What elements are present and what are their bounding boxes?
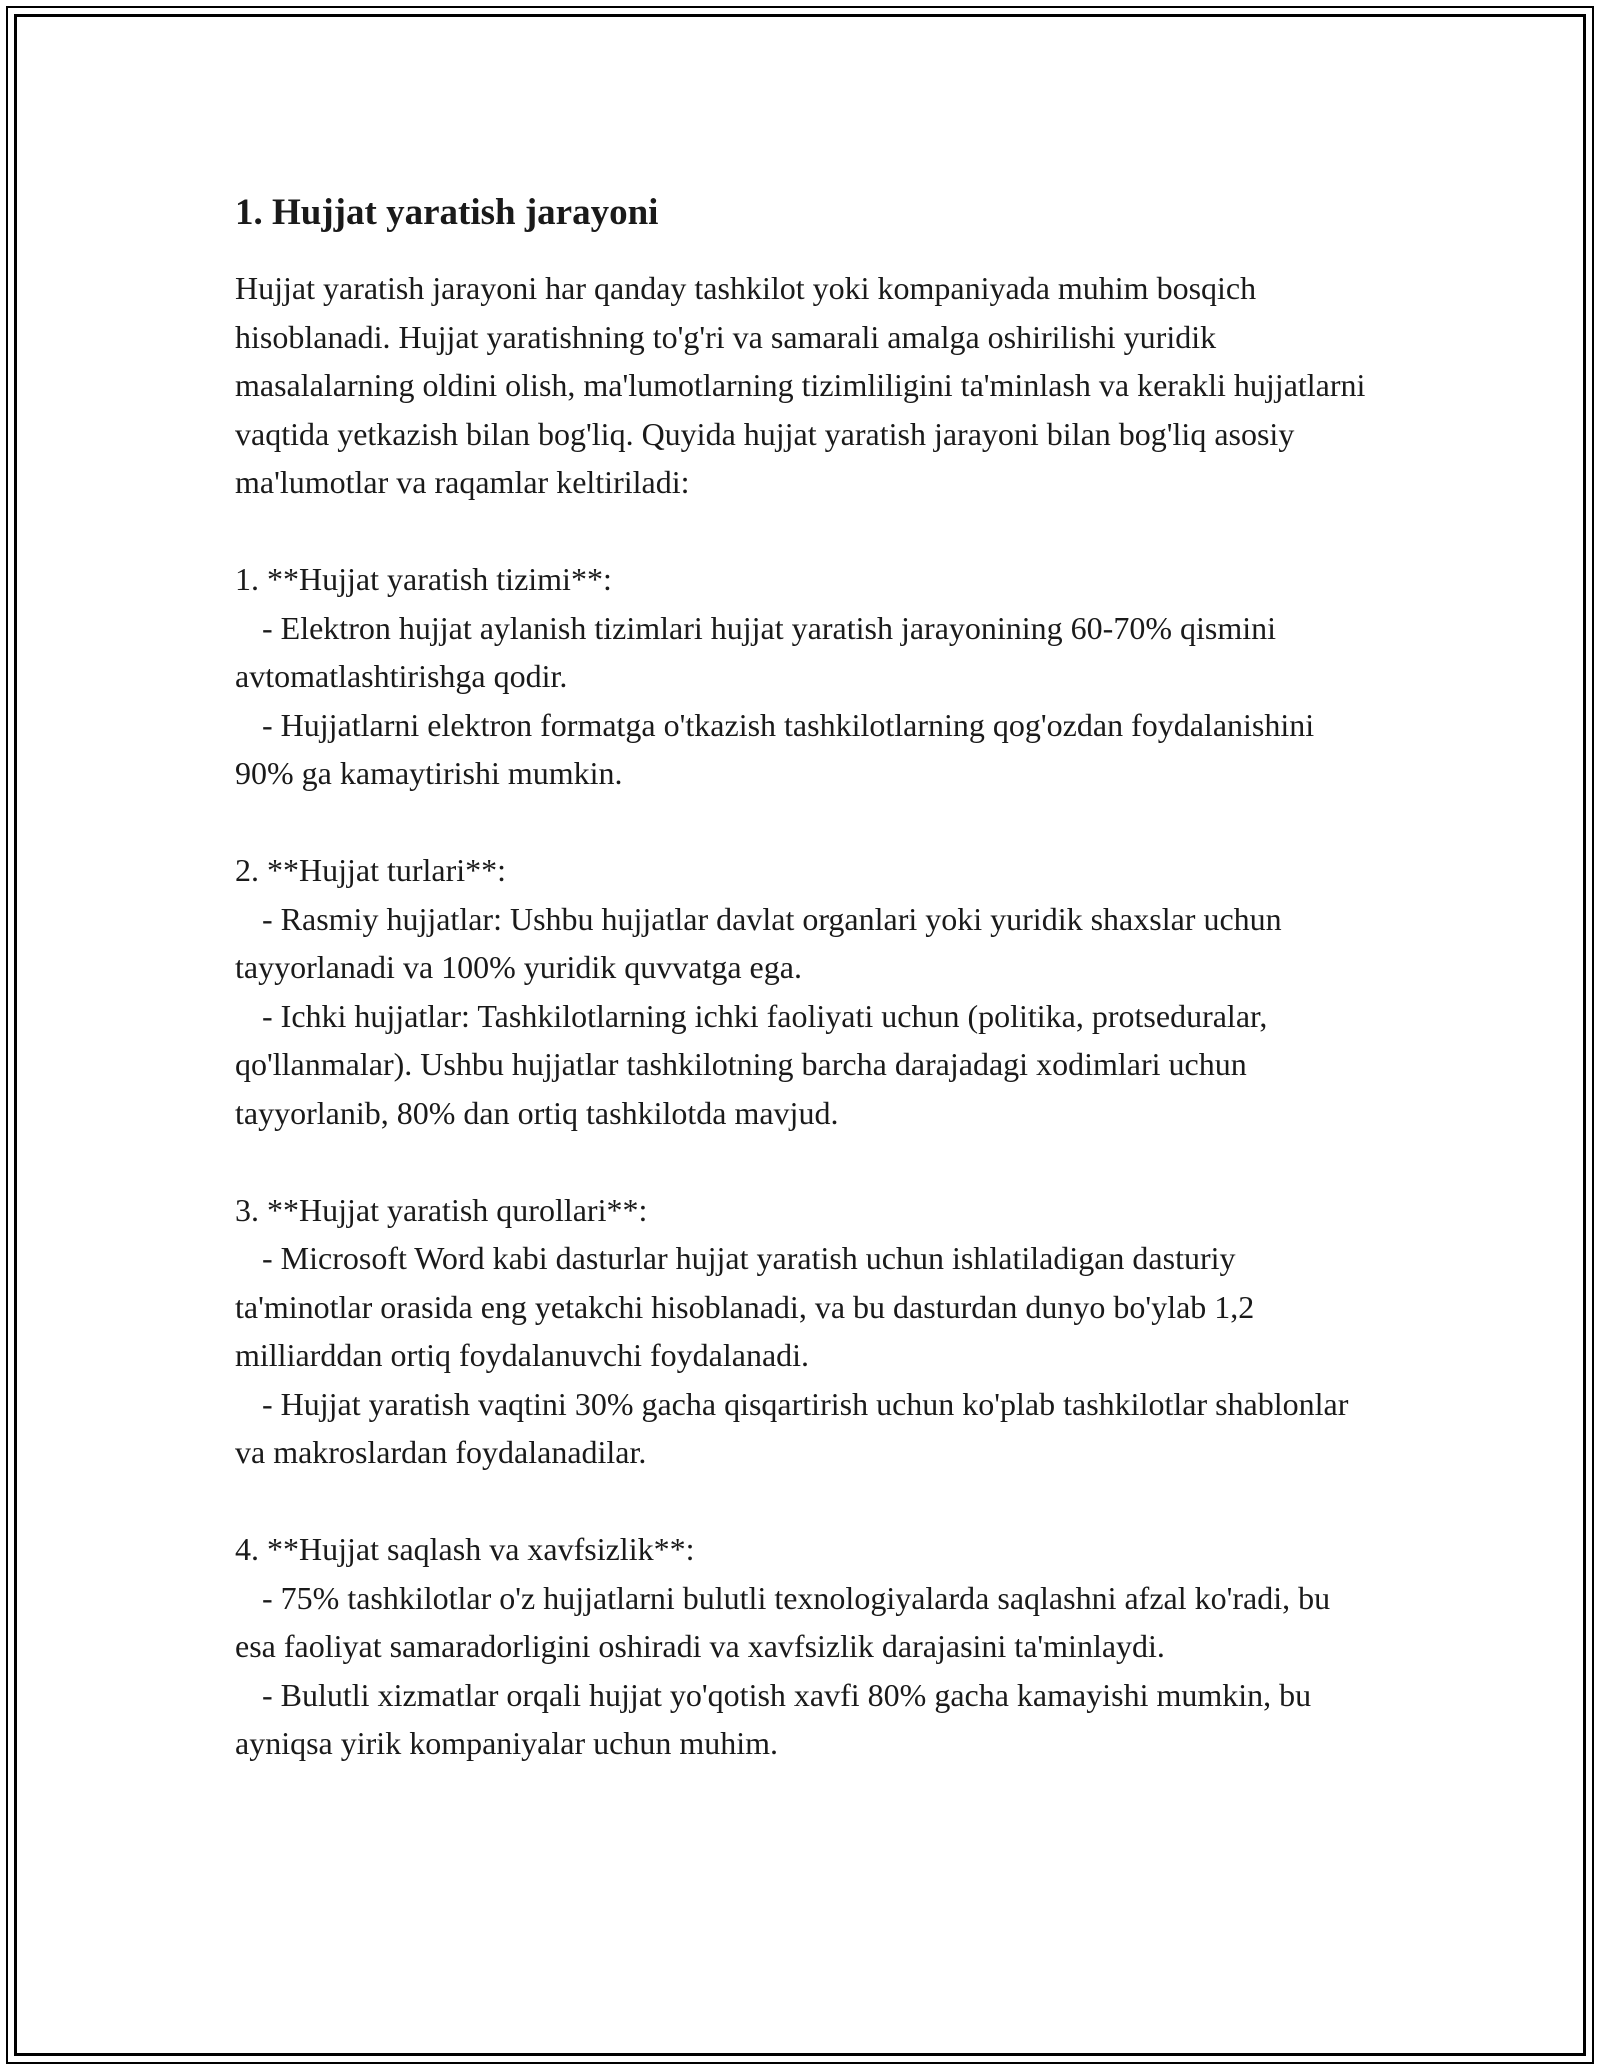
bullet-text: - Hujjatlarni elektron formatga o'tkazish tashkilotlarning qog'ozdan foydalanishini 90% ga kamaytirishi mumkin. — [235, 706, 1315, 791]
section-heading: 4. **Hujjat saqlash va xavfsizlik**: — [235, 1531, 695, 1567]
bullet-text: - Microsoft Word kabi dasturlar hujjat yaratish uchun ishlatiladigan dasturiy ta'minotlar orasida eng yetakchi hisoblanadi, va bu dasturdan dunyo bo'ylab 1,2 milliarddan ortiq foydalanuvchi foydalanadi. — [235, 1240, 1255, 1373]
bullet-item — [235, 604, 1375, 701]
section-heading: 1. **Hujjat yaratish tizimi**: — [235, 561, 612, 597]
bullet-item — [235, 1380, 1375, 1477]
bullet-item — [235, 1671, 1375, 1768]
bullet-text: - Ichki hujjatlar: Tashkilotlarning ichki faoliyati uchun (politika, protseduralar, qo'llanmalar). Ushbu hujjatlar tashkilotning barcha darajadagi xodimlari uchun tayyorlanib, 80% dan ortiq tashkilotda mavjud. — [235, 997, 1268, 1131]
section-heading: 3. **Hujjat yaratish qurollari**: — [235, 1191, 648, 1228]
bullet-item — [235, 1574, 1375, 1671]
section-heading: 2. **Hujjat turlari**: — [235, 852, 507, 888]
bullet-text: - Hujjat yaratish vaqtini 30% gacha qisqartirish uchun ko'plab tashkilotlar shablonlar va makroslardan foydalanadilar. — [235, 1385, 1349, 1470]
bullet-text: - 75% tashkilotlar o'z hujjatlarni bulutli texnologiyalarda saqlashni afzal ko'radi, bu esa faoliyat samaradorligini oshiradi va xavfsizlik darajasini ta'minlaydi. — [235, 1579, 1331, 1664]
section-1 — [235, 555, 1375, 798]
section-2 — [235, 846, 1375, 1137]
document-body — [235, 190, 1375, 1768]
document-title: 1. Hujjat yaratish jarayoni — [235, 192, 659, 233]
intro-paragraph: Hujjat yaratish jarayoni har qanday tashkilot yoki kompaniyada muhim bosqich hisoblanadi. Hujjat yaratishning to'g'ri va samarali amalga oshirilishi yuridik masalalarning oldini olish, ma'lumotlarning tizimliligini ta'minlash va kerakli hujjatlarni vaqtida yetkazish bilan bog'liq. Quyida hujjat yaratish jarayoni bilan bog'liq asosiy ma'lumotlar va raqamlar keltiriladi: — [235, 270, 1366, 500]
bullet-text: - Elektron hujjat aylanish tizimlari hujjat yaratish jarayonining 60-70% qismini avtomatlashtirishga qodir. — [235, 609, 1276, 694]
bullet-item — [235, 992, 1375, 1138]
bullet-text: - Bulutli xizmatlar orqali hujjat yo'qotish xavfi 80% gacha kamayishi mumkin, bu ayniqsa yirik kompaniyalar uchun muhim. — [235, 1676, 1312, 1761]
bullet-item — [235, 1234, 1375, 1380]
bullet-text: - Rasmiy hujjatlar: Ushbu hujjatlar davlat organlari yoki yuridik shaxslar uchun tayyorlanadi va 100% yuridik quvvatga ega. — [235, 900, 1282, 985]
section-3 — [235, 1186, 1375, 1477]
bullet-item — [235, 701, 1375, 798]
bullet-item — [235, 895, 1375, 992]
section-4 — [235, 1525, 1375, 1768]
